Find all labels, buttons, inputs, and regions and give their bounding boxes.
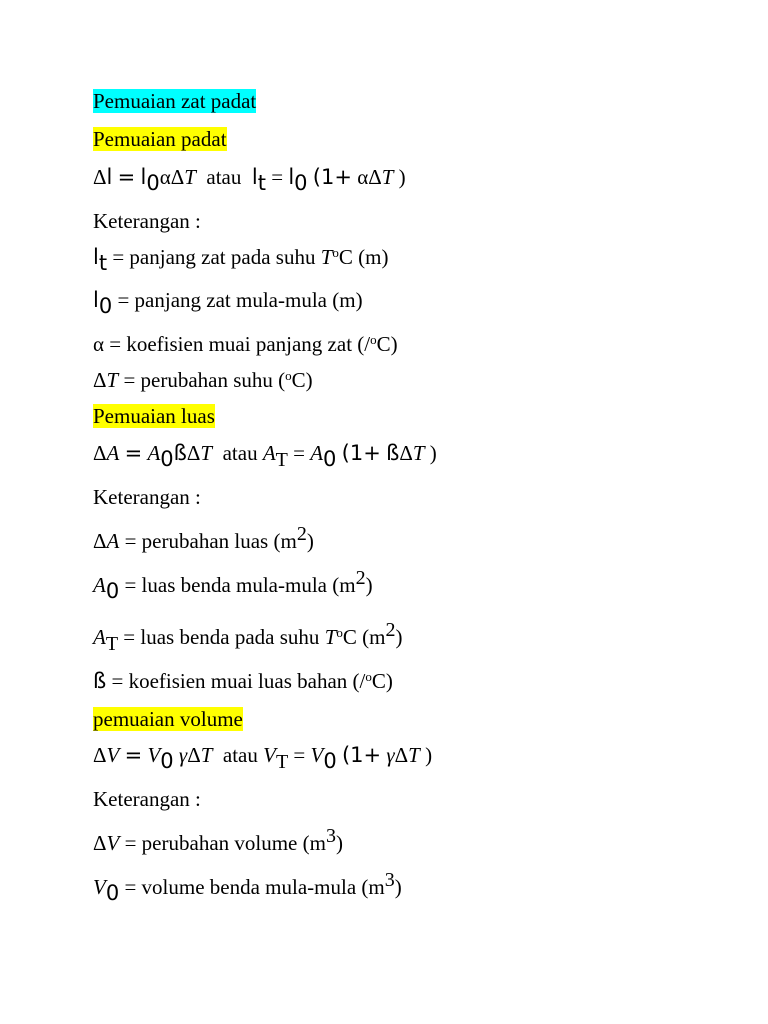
area-heading-text: Pemuaian luas: [93, 404, 215, 428]
l0-sub: 0: [146, 171, 160, 195]
delta-symbol: Δ: [93, 529, 107, 553]
beta-definition: [93, 668, 393, 697]
main-heading: [93, 88, 256, 114]
cubed-exponent: 3: [384, 869, 395, 891]
A0-desc: = luas benda mula-mula (m: [124, 573, 356, 597]
lt-sub: t: [98, 251, 108, 275]
A0-base: A: [93, 573, 106, 597]
gamma-symbol: γ: [178, 743, 188, 767]
delta-symbol: Δ: [93, 165, 107, 189]
equals-sign: =: [293, 441, 305, 465]
delta-symbol: Δ: [368, 165, 382, 189]
close-paren: ): [335, 831, 343, 855]
A-symbol: A: [106, 441, 120, 465]
delta-symbol: Δ: [394, 743, 409, 767]
close-paren: ): [395, 625, 403, 649]
VT-base: V: [263, 743, 276, 767]
lt-desc: = panjang zat pada suhu: [112, 245, 321, 269]
l-symbol: l: [106, 165, 113, 189]
alpha-desc: = koefisien muai panjang zat (/: [109, 332, 371, 356]
equals-sign: =: [293, 743, 306, 767]
V-symbol: V: [106, 831, 120, 855]
V0-base: V: [147, 743, 161, 767]
l0-sub: 0: [98, 294, 113, 318]
lt-definition: [93, 244, 388, 273]
volume-keterangan: Keterangan :: [93, 787, 201, 811]
T-symbol: T: [200, 441, 213, 465]
l0-base: l: [288, 165, 295, 189]
cubed-exponent: 3: [325, 825, 336, 847]
one-plus: (1+: [341, 743, 382, 767]
A0-sub: 0: [323, 447, 337, 471]
V0-sub: 0: [105, 881, 120, 905]
linear-heading-text: Pemuaian padat: [93, 127, 227, 151]
V0-base: V: [93, 875, 106, 899]
close-paren: ): [429, 441, 437, 465]
deltaV-desc: = perubahan volume (m: [124, 831, 326, 855]
close-paren: ): [365, 573, 373, 597]
T-symbol: T: [320, 245, 333, 269]
atau-word: atau: [222, 441, 258, 465]
delta-symbol: Δ: [93, 441, 107, 465]
A0-definition: [93, 567, 373, 603]
lt-unit: C (m): [338, 245, 389, 269]
beta-unit: C): [371, 669, 393, 693]
atau-word: atau: [222, 743, 258, 767]
deltaA-desc: = perubahan luas (m: [124, 529, 297, 553]
linear-formula: [93, 164, 406, 195]
V0-sub: 0: [323, 749, 337, 773]
beta-symbol: ß: [93, 669, 107, 693]
A0-base: A: [310, 441, 324, 465]
equals-sign: =: [117, 165, 136, 189]
degree-o: o: [332, 245, 339, 260]
linear-heading: [93, 126, 227, 152]
degree-o: o: [336, 625, 343, 640]
V-symbol: V: [106, 743, 120, 767]
AT-sub: T: [275, 449, 288, 471]
delta-symbol: Δ: [93, 368, 107, 392]
volume-formula: [93, 742, 433, 773]
lt-base: l: [251, 165, 258, 189]
AT-desc: = luas benda pada suhu: [123, 625, 325, 649]
alpha-symbol: α: [357, 165, 369, 189]
delta-symbol: Δ: [187, 743, 201, 767]
l0-desc: = panjang zat mula-mula (m): [117, 288, 363, 312]
lt-base: l: [93, 245, 99, 269]
alpha-unit: C): [376, 332, 398, 356]
A-symbol: A: [106, 529, 120, 553]
deltaT-desc: = perubahan suhu (: [123, 368, 286, 392]
degree-o: o: [285, 368, 292, 383]
linear-keterangan: Keterangan :: [93, 209, 201, 233]
V0-desc: = volume benda mula-mula (m: [124, 875, 385, 899]
T-symbol: T: [200, 743, 213, 767]
l0-base: l: [93, 288, 99, 312]
area-keterangan: Keterangan :: [93, 485, 201, 509]
delta-symbol: Δ: [186, 441, 201, 465]
beta-symbol: ß: [173, 441, 187, 465]
A0-base: A: [147, 441, 161, 465]
deltaV-definition: [93, 825, 343, 857]
VT-sub: T: [275, 751, 289, 773]
one-plus: (1+: [312, 165, 352, 189]
deltaT-unit: C): [291, 368, 313, 392]
delta-symbol: Δ: [399, 441, 413, 465]
squared-exponent: 2: [355, 567, 366, 589]
T-symbol: T: [184, 165, 196, 189]
area-formula: [93, 440, 437, 471]
T-symbol: T: [412, 441, 425, 465]
delta-symbol: Δ: [170, 165, 185, 189]
deltaA-definition: [93, 523, 314, 555]
lt-sub: t: [257, 171, 266, 195]
l0-base: l: [140, 165, 147, 189]
degree-o: o: [365, 669, 372, 684]
A0-sub: 0: [105, 579, 120, 603]
deltaT-definition: [93, 367, 313, 396]
one-plus: (1+: [341, 441, 381, 465]
degree-o: o: [370, 332, 377, 347]
AT-definition: [93, 619, 403, 655]
AT-sub: T: [105, 633, 119, 655]
beta-desc: = koefisien muai luas bahan (/: [111, 669, 366, 693]
delta-symbol: Δ: [93, 743, 107, 767]
close-paren: ): [398, 165, 406, 189]
equals-sign: =: [124, 743, 143, 767]
A0-sub: 0: [160, 447, 174, 471]
V0-definition: [93, 869, 402, 905]
volume-heading: [93, 706, 243, 732]
alpha-definition: [93, 331, 398, 360]
T-symbol: T: [408, 743, 420, 767]
T-symbol: T: [106, 368, 119, 392]
AT-base: A: [93, 625, 106, 649]
close-paren: ): [394, 875, 402, 899]
alpha-symbol: α: [159, 165, 171, 189]
V0-base: V: [310, 743, 324, 767]
l0-sub: 0: [294, 171, 308, 195]
T-symbol: T: [324, 625, 337, 649]
volume-heading-text: pemuaian volume: [93, 707, 243, 731]
equals-sign: =: [271, 165, 284, 189]
AT-base: A: [262, 441, 276, 465]
delta-symbol: Δ: [93, 831, 107, 855]
V0-sub: 0: [160, 749, 174, 773]
T-symbol: T: [381, 165, 394, 189]
close-paren: ): [425, 743, 433, 767]
atau-word: atau: [206, 165, 242, 189]
close-paren: ): [306, 529, 314, 553]
alpha-symbol: α: [93, 332, 105, 356]
gamma-symbol: γ: [386, 743, 395, 767]
main-heading-text: Pemuaian zat padat: [93, 89, 257, 113]
area-heading: [93, 403, 215, 429]
l0-definition: [93, 287, 363, 318]
squared-exponent: 2: [385, 619, 396, 641]
squared-exponent: 2: [296, 523, 307, 545]
AT-unit: C (m: [342, 625, 386, 649]
equals-sign: =: [124, 441, 143, 465]
beta-symbol: ß: [386, 441, 400, 465]
